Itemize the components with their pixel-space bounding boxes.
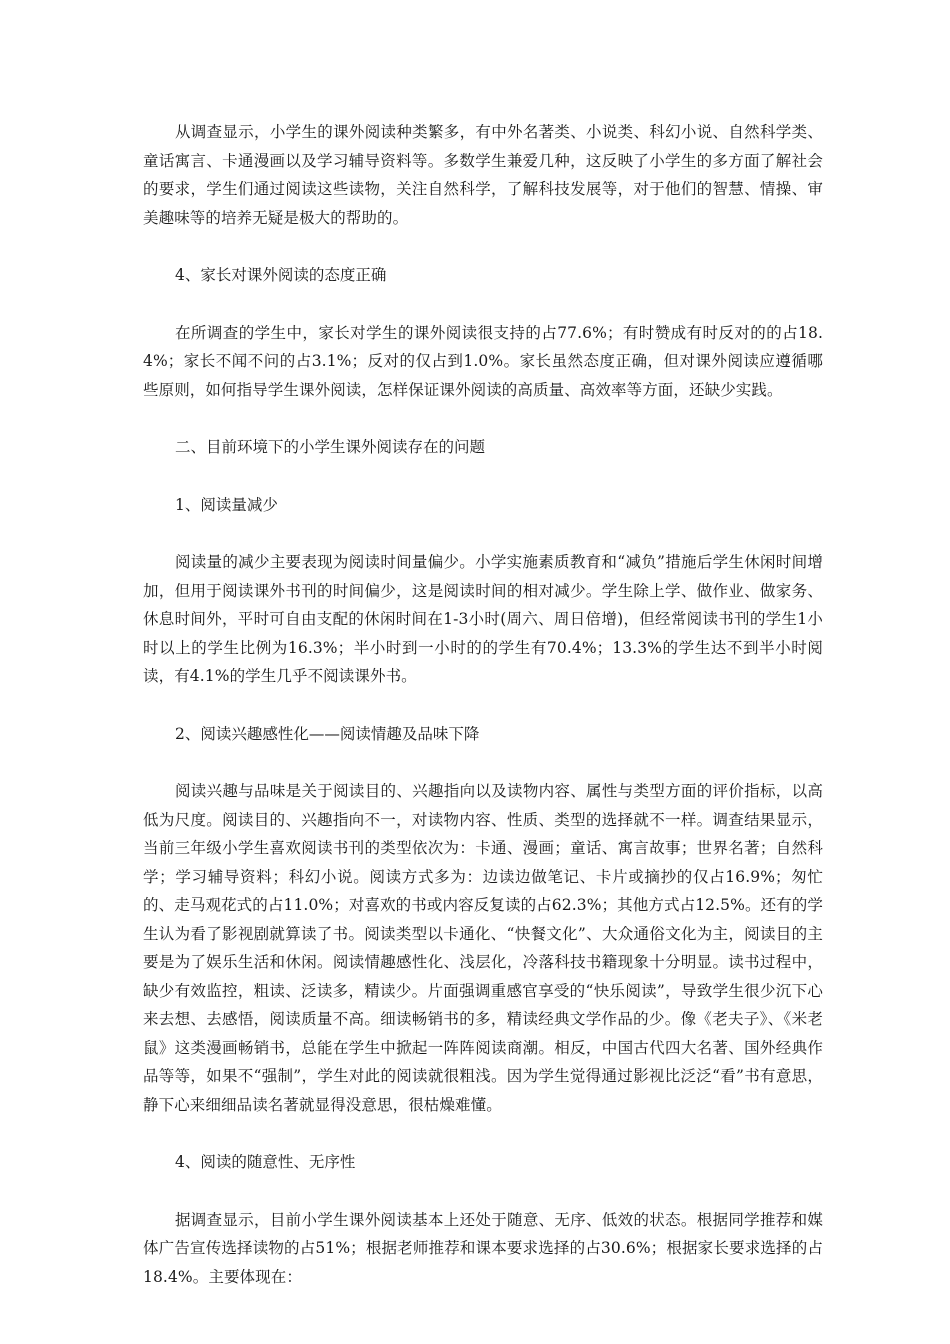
paragraph-gap — [143, 290, 823, 319]
paragraph-reading-types: 从调查显示，小学生的课外阅读种类繁多，有中外名著类、小说类、科幻小说、自然科学类、童话寓言、卡通漫画以及学习辅导资料等。多数学生兼爱几种，这反映了小学生的多方面了解社会的要求，学生们通过阅读这些读物，关注自然科学，了解科技发展等，对于他们的智慧、情操、审美趣味等的培养无疑是极大的帮助的。 — [143, 123, 823, 227]
heading-reading-decrease: 1、阅读量减少 — [175, 495, 278, 514]
paragraph-reading-selection: 据调查显示，目前小学生课外阅读基本上还处于随意、无序、低效的状态。根据同学推荐和媒体广告宣传选择读物的占51%；根据老师推荐和课本要求选择的占30.6%；根据家长要求选择的占18.4%。主要体现在： — [143, 1210, 823, 1286]
document-body — [143, 118, 823, 1291]
heading-parent-attitude: 4、家长对课外阅读的态度正确 — [175, 266, 387, 284]
paragraph-gap — [143, 404, 823, 433]
paragraph-gap — [143, 462, 823, 491]
paragraph-gap — [143, 691, 823, 720]
paragraph-gap — [143, 1119, 823, 1148]
heading-reading-interest: 2、阅读兴趣感性化——阅读情趣及品味下降 — [175, 724, 480, 743]
heading-section-two: 二、目前环境下的小学生课外阅读存在的问题 — [175, 438, 486, 456]
paragraph-parent-support: 在所调查的学生中，家长对学生的课外阅读很支持的占77.6%；有时赞成有时反对的的占18.4%；家长不闻不问的占3.1%；反对的仅占到1.0%。家长虽然态度正确，但对课外阅读应遵循哪些原则，如何指导学生课外阅读，怎样保证课外阅读的高质量、高效率等方面，还缺少实践。 — [143, 323, 823, 399]
heading-reading-randomness: 4、阅读的随意性、无序性 — [175, 1153, 356, 1171]
paragraph-reading-time: 阅读量的减少主要表现为阅读时间量偏少。小学实施素质教育和“减负”措施后学生休闲时间增加，但用于阅读课外书刊的时间偏少，这是阅读时间的相对减少。学生除上学、做作业、做家务、休息时间外，平时可自由支配的休闲时间在1-3小时(周六、周日倍增)，但经常阅读书刊的学生1小时以上的学生比例为16.3%；半小时到一小时的的学生有70.4%；13.3%的学生达不到半小时阅读，有4.1%的学生几乎不阅读课外书。 — [143, 553, 823, 685]
paragraph-gap — [143, 1177, 823, 1206]
paragraph-gap — [143, 748, 823, 777]
paragraph-gap — [143, 519, 823, 548]
paragraph-gap — [143, 232, 823, 261]
paragraph-reading-taste: 阅读兴趣与品味是关于阅读目的、兴趣指向以及读物内容、属性与类型方面的评价指标，以高低为尺度。阅读目的、兴趣指向不一，对读物内容、性质、类型的选择就不一样。调查结果显示，当前三年级小学生喜欢阅读书刊的类型依次为：卡通、漫画；童话、寓言故事；世界名著；自然科学；学习辅导资料；科幻小说。阅读方式多为：边读边做笔记、卡片或摘抄的仅占16.9%；匆忙的、走马观花式的占11.0%；对喜欢的书或内容反复读的占62.3%；其他方式占12.5%。还有的学生认为看了影视剧就算读了书。阅读类型以卡通化、“快餐文化”、大众通俗文化为主，阅读目的主要是为了娱乐生活和休闲。阅读情趣感性化、浅层化，冷落科技书籍现象十分明显。读书过程中，缺少有效监控，粗读、泛读多，精读少。片面强调重感官享受的“快乐阅读”，导致学生很少沉下心来去想、去感悟，阅读质量不高。细读畅销书的多，精读经典文学作品的少。像《老夫子》、《米老鼠》这类漫画畅销书，总能在学生中掀起一阵阵阅读商潮。相反，中国古代四大名著、国外经典作品等等，如果不“强制”，学生对此的阅读就很粗浅。因为学生觉得通过影视比泛泛“看”书有意思，静下心来细细品读名著就显得没意思，很枯燥难懂。 — [143, 782, 823, 1114]
